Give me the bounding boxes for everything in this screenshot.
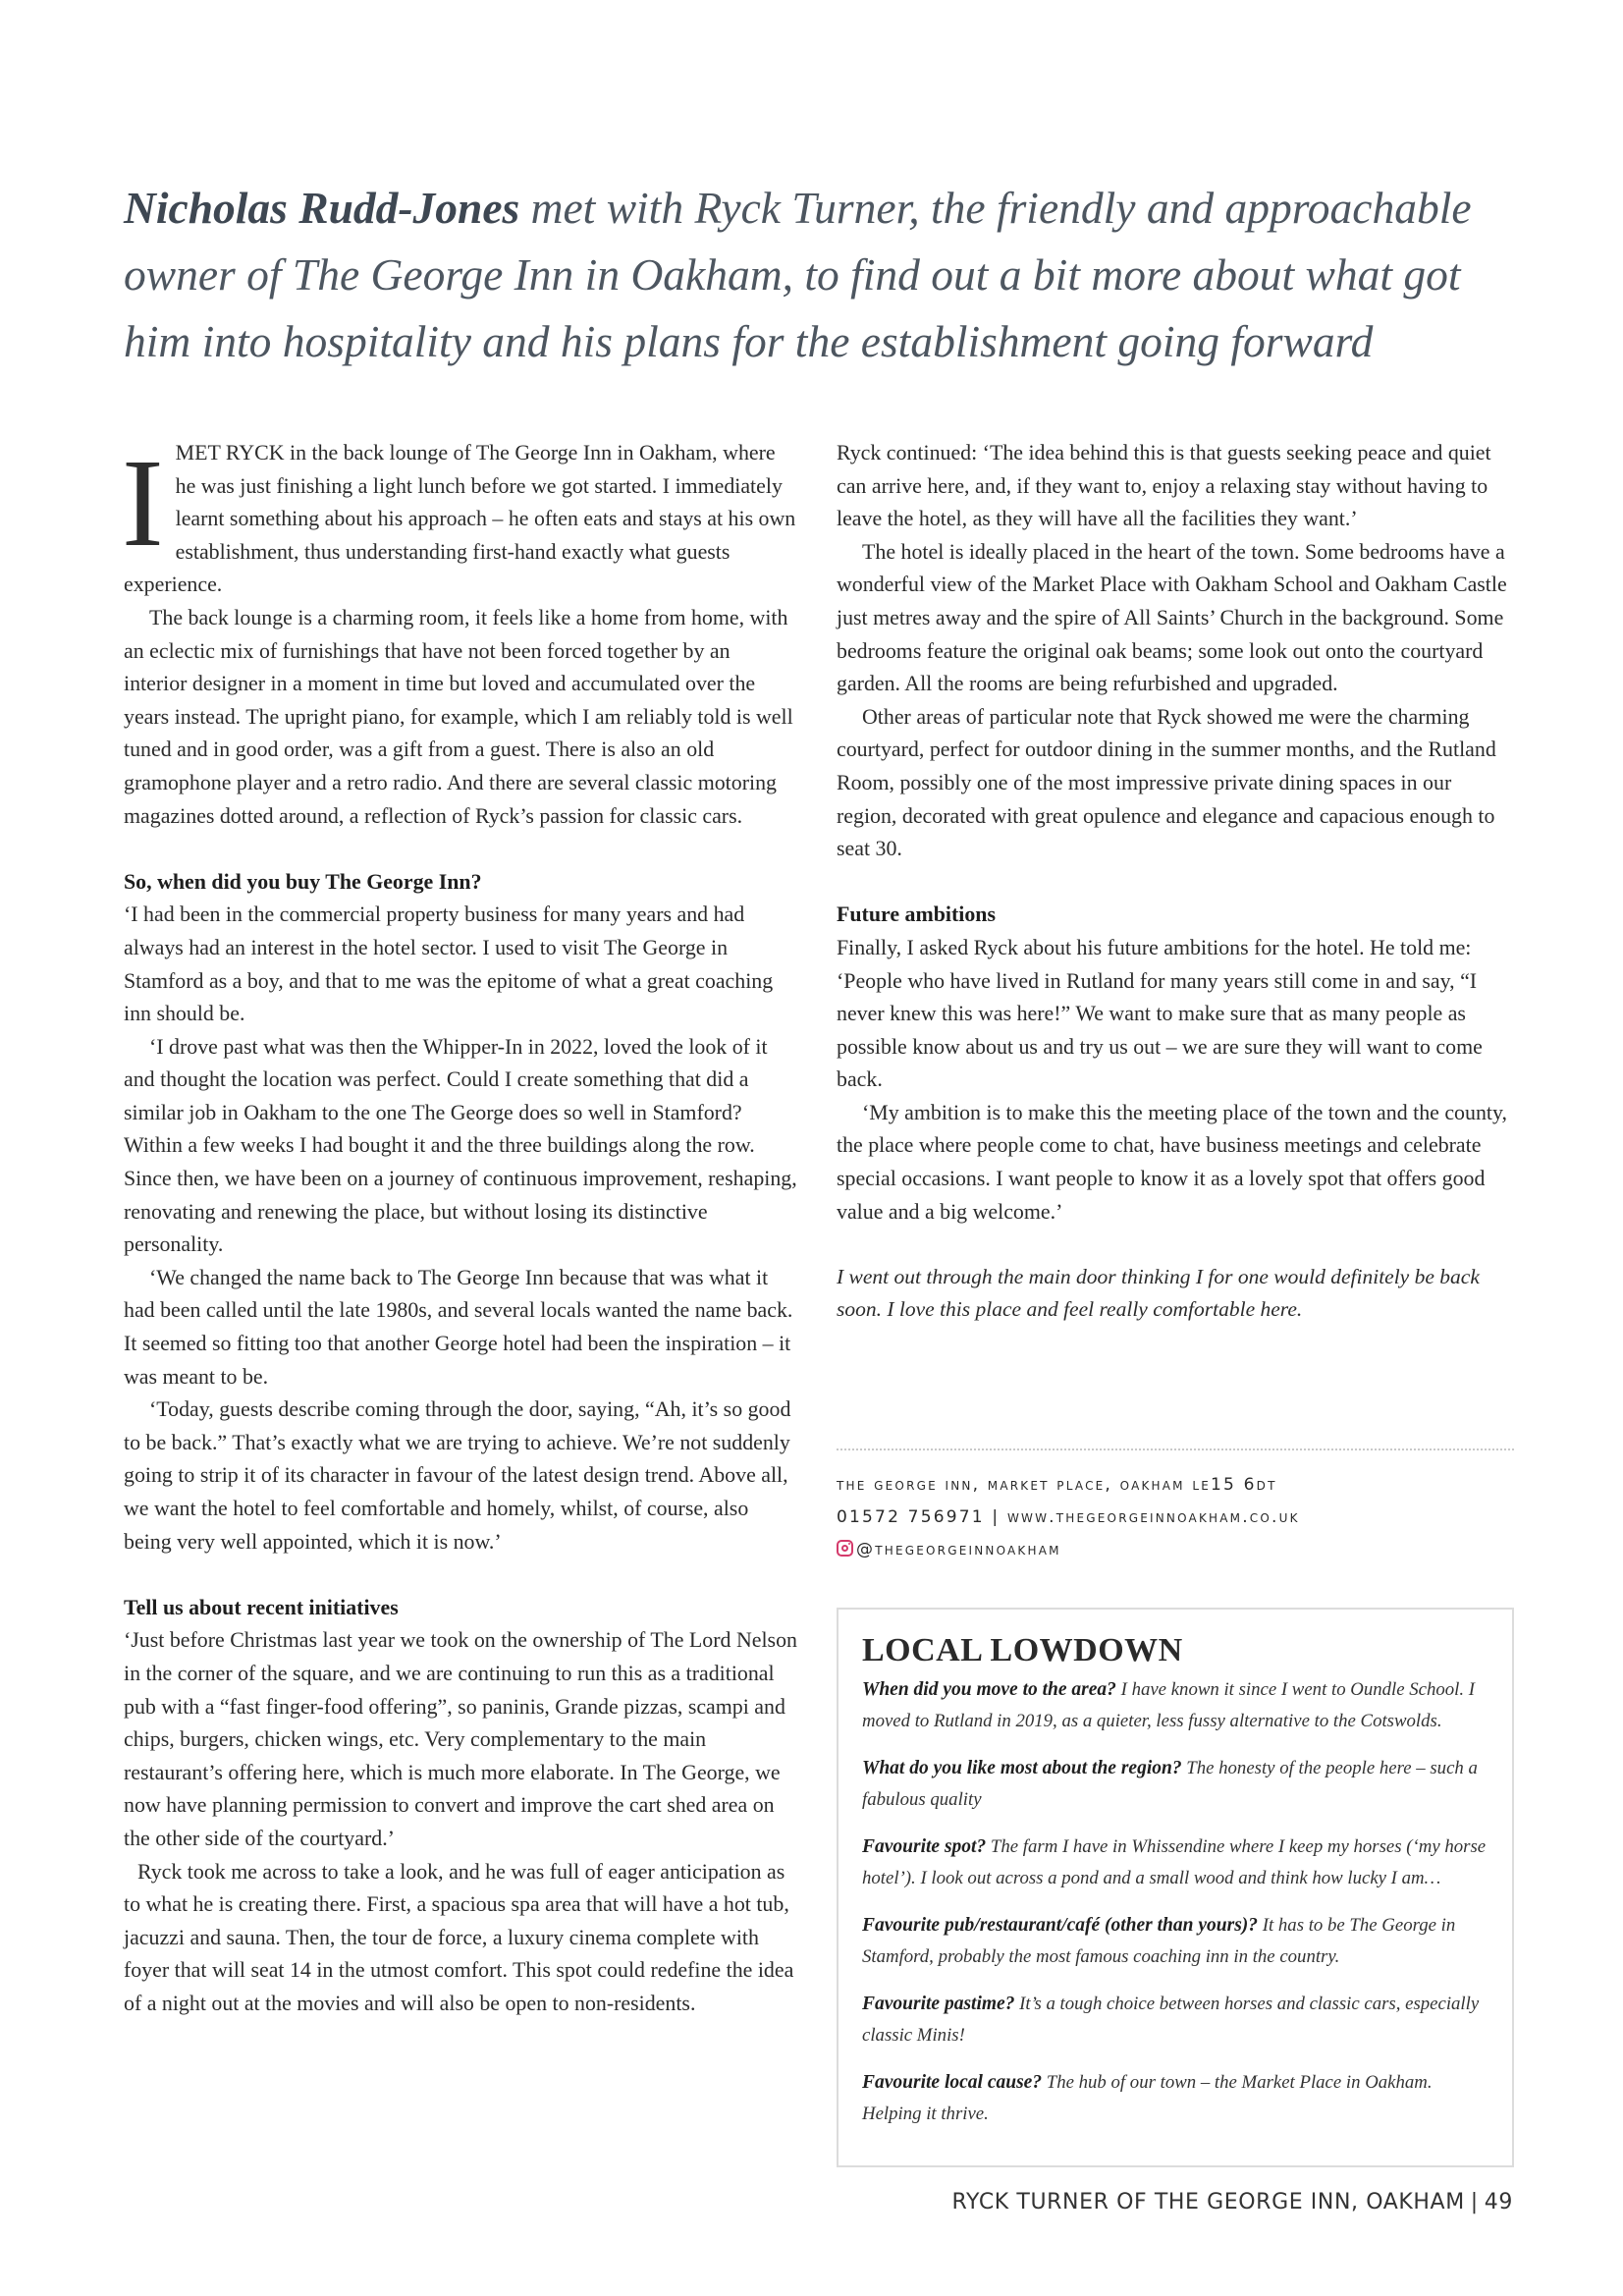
right-column bbox=[837, 436, 1514, 1327]
section-heading: Future ambitions bbox=[837, 902, 996, 927]
left-column bbox=[122, 433, 797, 2020]
qa-item: Favourite pastime? It’s a tough choice between horses and classic cars, especially classic Minis! bbox=[862, 1994, 1480, 2046]
page-number: 49 bbox=[1484, 2190, 1513, 2214]
phone-web-line bbox=[837, 1502, 1524, 1534]
dotted-divider bbox=[837, 1449, 1514, 1450]
paragraph: Ryck continued: ‘The idea behind this is that guests seeking peace and quiet can arrive here, and, if they want to, enjoy a relaxing stay without having to leave the hotel, as they will have all the facilities they want.’ bbox=[837, 440, 1491, 531]
separator: | bbox=[992, 1507, 1001, 1527]
paragraph: Other areas of particular note that Ryck showed me were the charming courtyard, perfect for outdoor dining in the summer months, and the Rutland Room, possibly one of the most impressive private dining spaces in our region, decorated with great opulence and elegance and capacious enough to seat 30. bbox=[837, 703, 1496, 861]
qa-item: Favourite pub/restaurant/café (other than yours)? It has to be The George in Stamford, probably the most famous coaching inn in the country. bbox=[862, 1915, 1456, 1967]
phone-number: 01572 756971 bbox=[837, 1507, 985, 1527]
paragraph: Finally, I asked Ryck about his future ambitions for the hotel. He told me: ‘People who have lived in Rutland for many years still come in and say, “I never knew this was here!” We want to make sure that as many people as possible know about us and try us out – we are sure they will want to come back. bbox=[837, 934, 1483, 1092]
page-footer bbox=[952, 2190, 1513, 2214]
instagram-icon bbox=[837, 1540, 853, 1557]
qa-item: Favourite local cause? The hub of our town – the Market Place in Oakham. Helping it thrive. bbox=[862, 2072, 1433, 2124]
box-title: LOCAL LOWDOWN bbox=[862, 1632, 1183, 1668]
address-line: the george inn, market place, oakham le15 6dt bbox=[837, 1475, 1277, 1495]
contact-details bbox=[837, 1469, 1524, 1566]
opening-paragraph: IMET RYCK in the back lounge of The George Inn in Oakham, where he was just finishing a light lunch before we got started. I immediately learnt something about his approach – he often eats and stays at his own establishment, thus understanding first-hand exactly what guests experience. bbox=[122, 433, 796, 597]
paragraph: ‘Just before Christmas last year we took on the ownership of The Lord Nelson in the corner of the square, and we are continuing to run this as a traditional pub with a “fast finger-food offering”, so paninis, Grande pizzas, scampi and chips, burgers, chicken wings, etc. Very complementary to the main restaurant’s offering here, which is much more elaborate. In The George, we now have planning permission to convert and improve the cart shed area on the other side of the courtyard.’ bbox=[124, 1627, 797, 1850]
paragraph: ‘I had been in the commercial property business for many years and had always had an interest in the hotel sector. I used to visit The George in Stamford as a boy, and that to me was the epitome of what a great coaching inn should be. bbox=[124, 902, 774, 1026]
website-link[interactable]: www.thegeorgeinnoakham.co.uk bbox=[1006, 1507, 1300, 1527]
author-name: Nicholas Rudd-Jones bbox=[124, 183, 520, 233]
paragraph: ‘I drove past what was then the Whipper-In in 2022, loved the look of it and thought the location was perfect. Could I create something that did a similar job in Oakham to the one The George does so well in Stamford? Within a few weeks I had bought it and the three buildings along the row. Since then, we have been on a journey of continuous improvement, reshaping, renovating and renewing the place, but without losing its distinctive personality. bbox=[124, 1033, 797, 1257]
section-heading: Tell us about recent initiatives bbox=[124, 1594, 399, 1619]
paragraph: Ryck took me across to take a look, and he was full of eager anticipation as to what he is creating there. First, a spacious spa area that will have a hot tub, jacuzzi and sauna. Then, the tour de force, a luxury cinema complete with foyer that will seat 14 in the utmost comfort. This spot could redefine the idea of a night out at the movies and will also be open to non-residents. bbox=[124, 1858, 794, 2015]
drop-cap: I bbox=[122, 433, 164, 573]
qa-item: What do you like most about the region? The honesty of the people here – such a fabulous quality bbox=[862, 1758, 1478, 1810]
local-lowdown-box bbox=[837, 1608, 1514, 2167]
qa-item: When did you move to the area? I have known it since I went to Oundle School. I moved to Rutland in 2019, as a quieter, less fussy alternative to the Cotswolds. bbox=[862, 1679, 1476, 1731]
paragraph: The hotel is ideally placed in the heart of the town. Some bedrooms have a wonderful view of the Market Place with Oakham School and Oakham Castle just metres away and the spire of All Saints’ Church in the background. Some bedrooms feature the original oak beams; some look out onto the courtyard garden. All the rooms are being refurbished and upgraded. bbox=[837, 538, 1507, 696]
article-standfirst bbox=[124, 175, 1518, 375]
paragraph: ‘We changed the name back to The George Inn because that was what it had been called until the late 1980s, and several locals wanted the name back. It seemed so fitting too that another George hotel had been the inspiration – it was meant to be. bbox=[124, 1264, 793, 1389]
section-heading: So, when did you buy The George Inn? bbox=[124, 868, 482, 894]
paragraph: The back lounge is a charming room, it feels like a home from home, with an eclectic mix of furnishings that have not been forced together by an interior designer in a moment in time but loved and accumulated over the years instead. The upright piano, for example, which I am reliably told is well tuned and in good order, was a gift from a guest. There is also an old gramophone player and a retro radio. And there are several classic motoring magazines dotted around, a reflection of Ryck’s passion for classic cars. bbox=[124, 604, 793, 828]
footer-separator: | bbox=[1470, 2190, 1479, 2214]
running-title: RYCK TURNER OF THE GEORGE INN, OAKHAM bbox=[951, 2190, 1465, 2214]
instagram-handle[interactable]: @thegeorgeinnoakham bbox=[856, 1540, 1061, 1559]
qa-item: Favourite spot? The farm I have in Whissendine where I keep my horses (‘my horse hotel’). I look out across a pond and a small wood and think how lucky I am… bbox=[862, 1836, 1487, 1888]
instagram-line bbox=[837, 1534, 1524, 1566]
standfirst-text: met with Ryck Turner, the friendly and approachable owner of The George Inn in Oakham, to find out a bit more about what got him into hospitality and his plans for the establishment going forward bbox=[124, 183, 1472, 366]
paragraph: ‘My ambition is to make this the meeting place of the town and the county, the place where people come to chat, have business meetings and celebrate special occasions. I want people to know it as a lovely spot that offers good value and a big welcome.’ bbox=[837, 1099, 1507, 1224]
closing-remark: I went out through the main door thinking I for one would definitely be back soon. I love this place and feel really comfortable here. bbox=[837, 1264, 1480, 1322]
paragraph: ‘Today, guests describe coming through the door, saying, “Ah, it’s so good to be back.” That’s exactly what we are trying to achieve. We’re not suddenly going to strip it of its character in favour of the latest design trend. Above all, we want the hotel to feel comfortable and homely, whilst, of course, also being very well appointed, which it is now.’ bbox=[124, 1396, 791, 1554]
